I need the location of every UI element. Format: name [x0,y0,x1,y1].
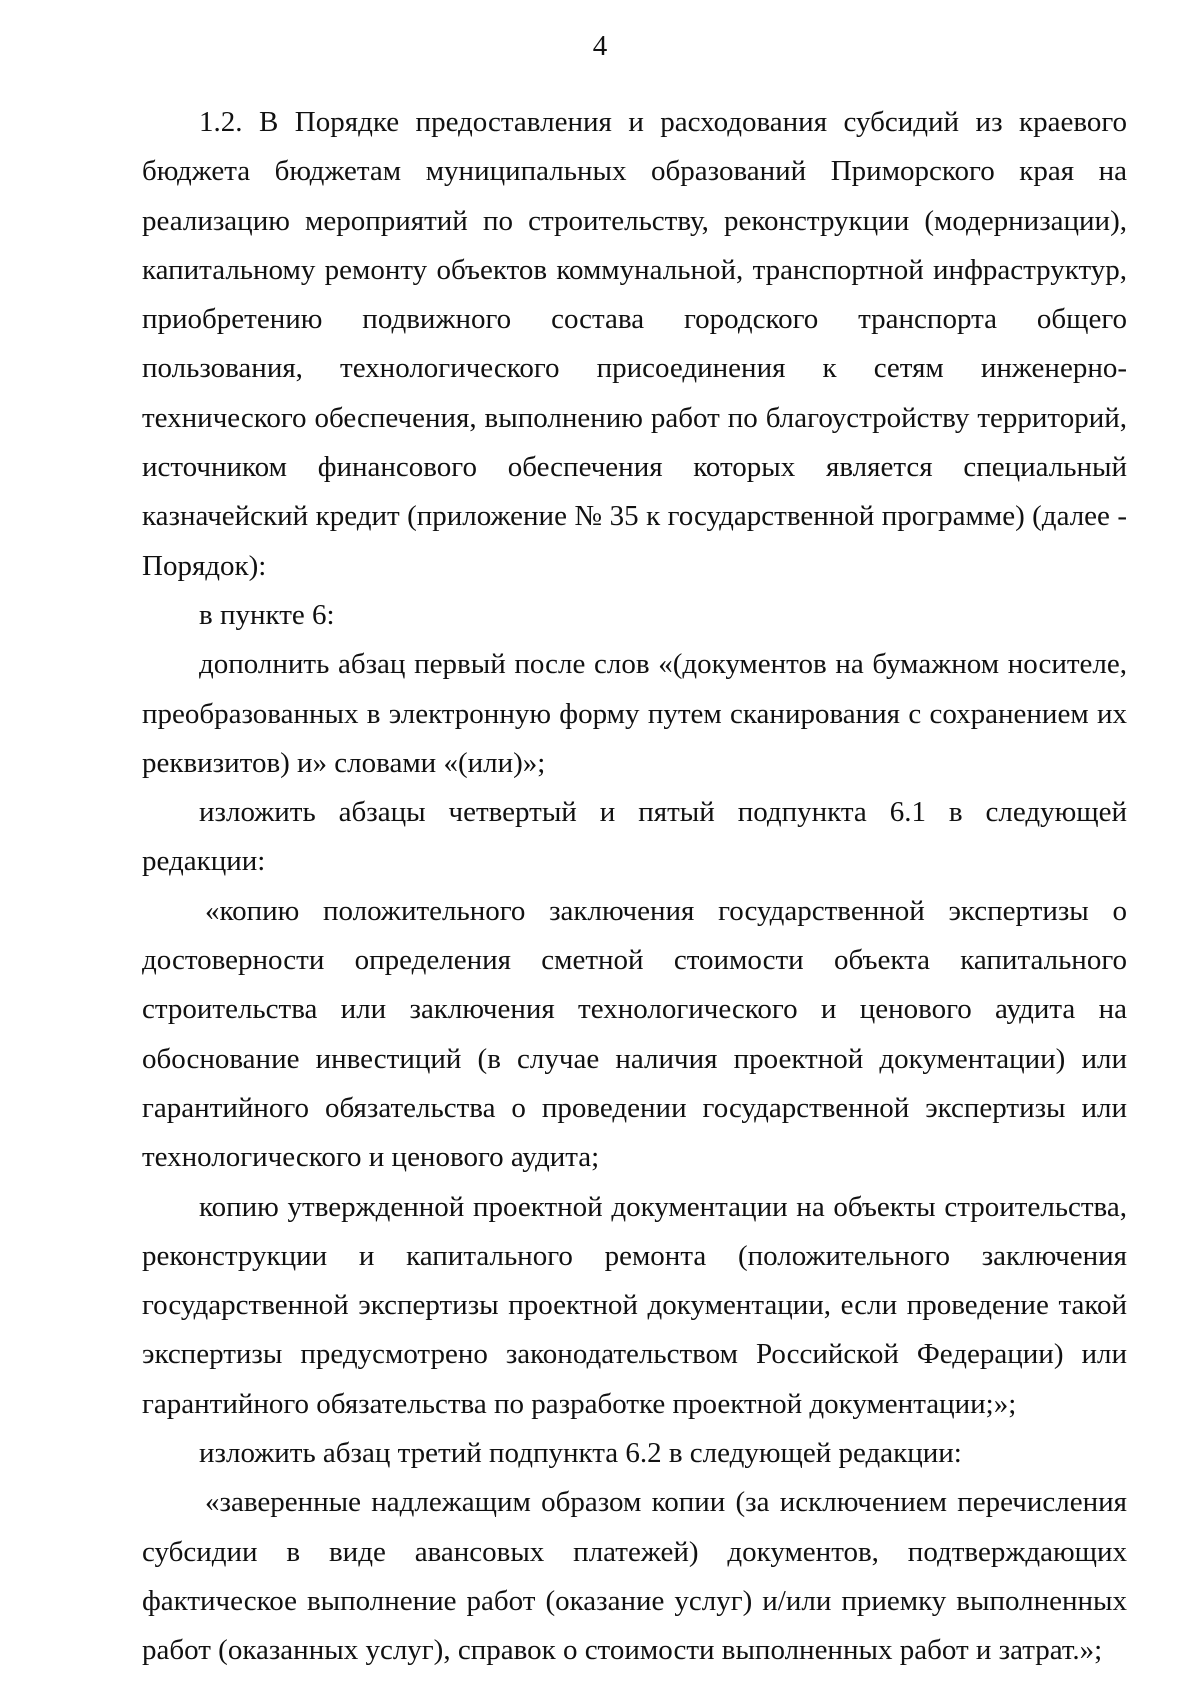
paragraph-supplement-first: дополнить абзац первый после слов «(документов на бумажном носителе, преобразованных в электронную форму путем сканирования с сохранением их реквизитов) и» словами «(или)»; [142,648,1127,779]
paragraph-project-docs-copy: копию утвержденной проектной документации на объекты строительства, реконструкции и капитального ремонта (положительного заключения государственной экспертизы проектной документации, если проведение такой экспертизы предусмотрено законодательством Российской Федерации) или гарантийного обязательства по разработке проектной документации;»; [142,1190,1127,1420]
paragraph-restate-6-1: изложить абзацы четвертый и пятый подпункта 6.1 в следующей редакции: [142,796,1127,878]
paragraph-expertise-copy: «копию положительного заключения государственной экспертизы о достоверности определения сметной стоимости объекта капитального строительства или заключения технологического и ценового аудита на обоснование инвестиций (в случае наличия проектной документации) или гарантийного обязательства о проведении государственной экспертизы или технологического и ценового аудита; [142,894,1127,1174]
paragraph-amendment-intro: 1.2. В Порядке предоставления и расходования субсидий из краевого бюджета бюджетам муниципальных образований Приморского края на реализацию мероприятий по строительству, реконструкции (модернизации), капитальному ремонту объектов коммунальной, транспортной инфраструктур, приобретению подвижного состава городского транспорта общего пользования, технологического присоединения к сетям инженерно-технического обеспечения, выполнению работ по благоустройству территорий, источником финансового обеспечения которых является специальный казначейский кредит (приложение № 35 к государственной программе) (далее - Порядок): [142,106,1127,582]
paragraph-point-6: в пункте 6: [199,598,335,631]
document-body [142,98,1127,1676]
page-number: 4 [592,30,608,62]
paragraph-restate-6-2: изложить абзац третий подпункта 6.2 в следующей редакции: [199,1437,962,1470]
paragraph-certified-copies: «заверенные надлежащим образом копии (за исключением перечисления субсидии в виде авансовых платежей) документов, подтверждающих фактическое выполнение работ (оказание услуг) и/или приемку выполненных работ (оказанных услуг), справок о стоимости выполненных работ и затрат.»; [142,1486,1127,1667]
